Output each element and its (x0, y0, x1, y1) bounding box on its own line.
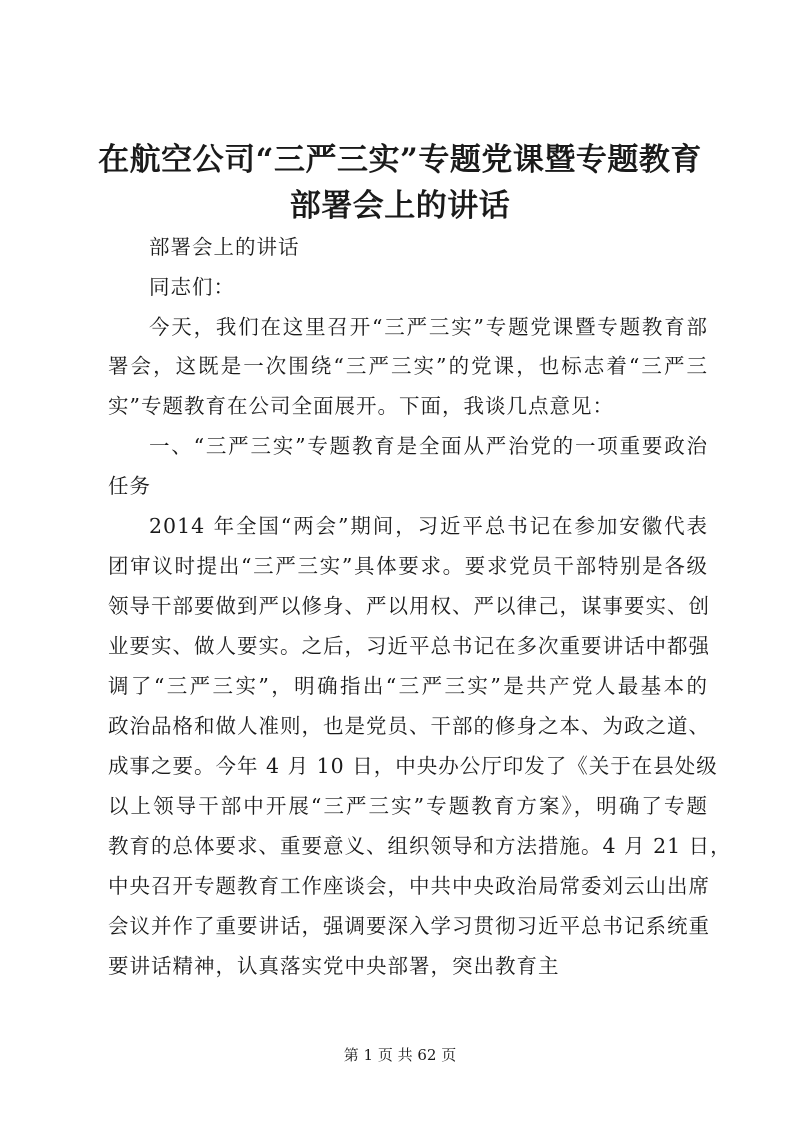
subtitle: 部署会上的讲话 (149, 235, 300, 259)
body-line: 署会，这既是一次围绕“三严三实”的党课，也标志着“三严三 (108, 354, 708, 378)
document-title-line-2: 部署会上的讲话 (289, 188, 511, 224)
page-number-footer: 第 1 页 共 62 页 (343, 1046, 457, 1064)
section-heading-line: 任务 (108, 474, 151, 498)
body-line: 要讲话精神，认真落实党中央部署，突出教育主 (108, 954, 560, 978)
body-line: 以上领导干部中开展“三严三实”专题教育方案》，明确了专题 (108, 794, 708, 818)
body-line: 领导干部要做到严以修身、严以用权、严以律己，谋事要实、创 (108, 594, 710, 618)
body-line: 政治品格和做人准则，也是党员、干部的修身之本、为政之道、 (108, 714, 710, 738)
body-line: 业要实、做人要实。之后，习近平总书记在多次重要讲话中都强 (108, 634, 710, 658)
body-line: 今天，我们在这里召开“三严三实”专题党课暨专题教育部 (149, 315, 708, 339)
body-line: 团审议时提出“三严三实”具体要求。要求党员干部特别是各级 (108, 554, 708, 578)
body-line: 2014 年全国“两会”期间，习近平总书记在参加安徽代表 (149, 514, 708, 538)
salutation: 同志们： (149, 275, 235, 299)
document-title-line-1: 在航空公司“三严三实”专题党课暨专题教育 (98, 142, 702, 178)
body-line: 调了“三严三实”，明确指出“三严三实”是共产党人最基本的 (108, 674, 708, 698)
body-line: 实”专题教育在公司全面展开。下面，我谈几点意见： (108, 394, 614, 418)
body-line: 中央召开专题教育工作座谈会，中共中央政治局常委刘云山出席 (108, 874, 710, 898)
section-heading-line: 一、“三严三实”专题教育是全面从严治党的一项重要政治 (149, 434, 708, 458)
body-line: 教育的总体要求、重要意义、组织领导和方法措施。4 月 21 日， (108, 834, 732, 858)
body-line: 会议并作了重要讲话，强调要深入学习贯彻习近平总书记系统重 (108, 914, 710, 938)
body-line: 成事之要。今年 4 月 10 日，中央办公厅印发了《关于在县处级 (108, 754, 718, 778)
